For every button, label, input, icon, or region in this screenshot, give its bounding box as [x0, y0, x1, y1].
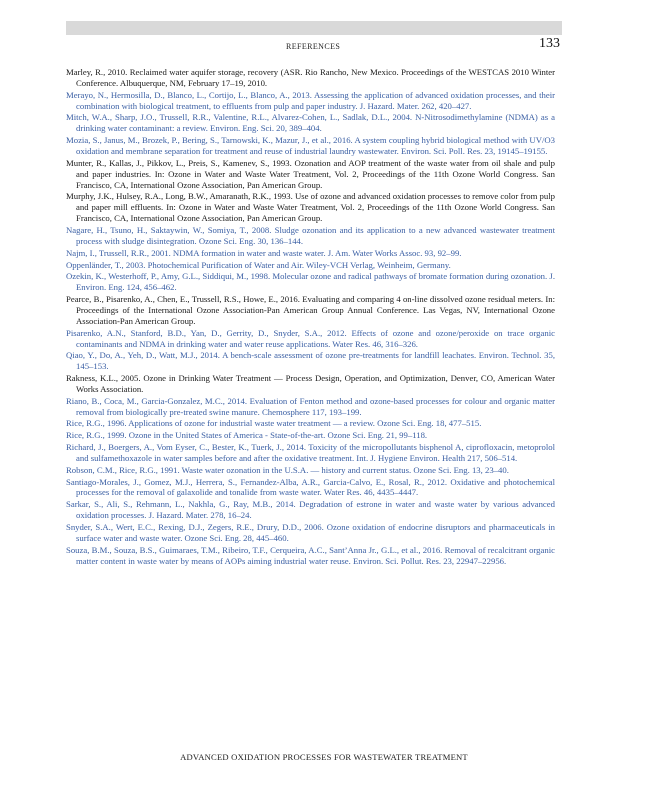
reference-entry: Munter, R., Kallas, J., Pikkov, L., Preis, S., Kamenev, S., 1993. Ozonation and AOP treatment of the waste water from oil shale and pulp and paper industries. In: Ozone in Water and Waste Water Treatment, Vol. 2, Proceedings of the 11th Ozone World Congress. San Francisco, CA, International Ozone Association, Pan American Group. [66, 157, 555, 190]
reference-entry[interactable]: Mozia, S., Janus, M., Brozek, P., Bering, S., Tarnowski, K., Mazur, J., et al., 2016. A system coupling hybrid biological method with UV/O3 oxidation and membrane separation for treatment and reuse of industrial laundry wastewater. Environ. Sci. Poll. Res. 23, 19145–19155. [66, 135, 555, 157]
reference-entry[interactable]: Souza, B.M., Souza, B.S., Guimaraes, T.M., Ribeiro, T.F., Cerqueira, A.C., Sant’Anna Jr., G.L., et al., 2016. Removal of recalcitrant organic matter content in waste water by means of AOPs aiming industrial water reuse. Environ. Sci. Pollut. Res. 23, 22947–22956. [66, 544, 555, 566]
reference-entry[interactable]: Nagare, H., Tsuno, H., Saktaywin, W., Somiya, T., 2008. Sludge ozonation and its application to a new advanced wastewater treatment process with sludge disintegration. Ozone Sci. Eng. 30, 136–144. [66, 225, 555, 246]
header-bar [66, 21, 562, 35]
reference-entry[interactable]: Rice, R.G., 1999. Ozone in the United States of America - State-of-the-art. Ozone Sci. Eng. 21, 99–118. [66, 430, 428, 441]
reference-entry[interactable]: Richard, J., Boergers, A., Vom Eyser, C., Bester, K., Tuerk, J., 2014. Toxicity of the micropollutants bisphenol A, ciprofloxacin, metoprolol and sulfamethoxazole in water samples before and after the oxidative treatment. Int. J. Hygiene Environ. Health 217, 506–514. [66, 442, 555, 463]
reference-entry: Marley, R., 2010. Reclaimed water aquifer storage, recovery (ASR. Rio Rancho, New Mexico. Proceedings of the WESTCAS 2010 Winter Conference. Albuquerque, NM, February 17–19, 2010. [66, 67, 555, 88]
reference-entry[interactable]: Santiago-Morales, J., Gomez, M.J., Herrera, S., Fernandez-Alba, A.R., Garcia-Calvo, E., Rosal, R., 2012. Oxidative and photochemical processes for the removal of galaxolide and tonalide from waste water. Water Res. 46, 4435–4447. [66, 476, 555, 498]
reference-entry[interactable]: Robson, C.M., Rice, R.G., 1991. Waste water ozonation in the U.S.A. — history and current status. Ozone Sci. Eng. 13, 23–40. [66, 464, 509, 475]
reference-entry[interactable]: Najm, I., Trussell, R.R., 2001. NDMA formation in water and waste water. J. Am. Water Works Assoc. 93, 92–99. [66, 247, 462, 258]
reference-entry[interactable]: Mitch, W.A., Sharp, J.O., Trussell, R.R., Valentine, R.L., Alvarez-Cohen, L., Sadlak, D.L., 2004. N-Nitrosodimethylamine (NDMA) as a drinking water contaminant: a review. Environ. Eng. Sci. 20, 389–404. [66, 112, 555, 134]
running-title: REFERENCES [286, 42, 341, 51]
reference-entry[interactable]: Qiao, Y., Do, A., Yeh, D., Watt, M.J., 2014. A bench-scale assessment of ozone pre-treatments for landfill leachates. Environ. Technol. 35, 145–153. [66, 350, 555, 372]
running-head [66, 36, 562, 56]
reference-entry[interactable]: Merayo, N., Hermosilla, D., Blanco, L., Cortijo, L., Blanco, A., 2013. Assessing the application of advanced oxidation processes, and their combination with biological treatment, to effluents from pulp and paper industry. J. Hazard. Mater. 262, 420–427. [66, 89, 555, 111]
reference-entry: Rakness, K.L., 2005. Ozone in Drinking Water Treatment — Process Design, Operation, and Optimization, Denver, CO, American Water Works Association. [66, 373, 555, 394]
reference-entry: Murphy, J.K., Hulsey, R.A., Long, B.W., Amaranath, R.K., 1993. Use of ozone and advanced oxidation processes to remove color from pulp and paper mill effluents. In: Ozone in Water and Waste Water Treatment, Vol. 2, Proceedings of the 11th Ozone World Congress. San Francisco, CA, International Ozone Association, Pan American Group. [66, 191, 555, 224]
reference-entry: Pearce, B., Pisarenko, A., Chen, E., Trussell, R.S., Howe, E., 2016. Evaluating and comparing 4 on-line dissolved ozone residual meters. In: Proceedings of the International Ozone Association-Pan American Group Annual Conference. Las Vegas, NV, International Ozone Association-Pan American Group. [66, 294, 555, 326]
reference-entry[interactable]: Snyder, S.A., Wert, E.C., Rexing, D.J., Zegers, R.E., Drury, D.D., 2006. Ozone oxidation of endocrine disruptors and pharmaceuticals in surface water and waste water. Ozone Sci. Eng. 28, 445–460. [66, 521, 555, 543]
reference-entry[interactable]: Sarkar, S., Ali, S., Rehmann, L., Nakhla, G., Ray, M.B., 2014. Degradation of estrone in water and waste water by various advanced oxidation processes. J. Hazard. Mater. 278, 16–24. [66, 499, 555, 521]
reference-list [66, 67, 555, 567]
reference-entry[interactable]: Rice, R.G., 1996. Applications of ozone for industrial waste water treatment — a review. Ozone Sci. Eng. 18, 477–515. [66, 418, 482, 429]
reference-entry[interactable]: Ozekin, K., Westerhoff, P., Amy, G.L., Siddiqui, M., 1998. Molecular ozone and radical pathways of bromate formation during ozonation. J. Environ. Eng. 124, 456–462. [66, 271, 555, 293]
reference-entry[interactable]: Pisarenko, A.N., Stanford, B.D., Yan, D., Gerrity, D., Snyder, S.A., 2012. Effects of ozone and ozone/peroxide on trace organic contaminants and NDMA in drinking water and water reuse applications. Water Res. 46, 316–326. [66, 327, 555, 349]
page-number: 133 [539, 36, 560, 51]
reference-entry[interactable]: Riano, B., Coca, M., Garcia-Gonzalez, M.C., 2014. Evaluation of Fenton method and ozone-based processes for colour and organic matter removal from biologically pre-treated swine manure. Chemosphere 117, 193–199. [66, 395, 555, 417]
reference-entry[interactable]: Oppenländer, T., 2003. Photochemical Purification of Water and Air. Wiley-VCH Verlag, Weinheim, Germany. [66, 259, 451, 270]
book-title-footer: ADVANCED OXIDATION PROCESSES FOR WASTEWATER TREATMENT [180, 752, 468, 762]
